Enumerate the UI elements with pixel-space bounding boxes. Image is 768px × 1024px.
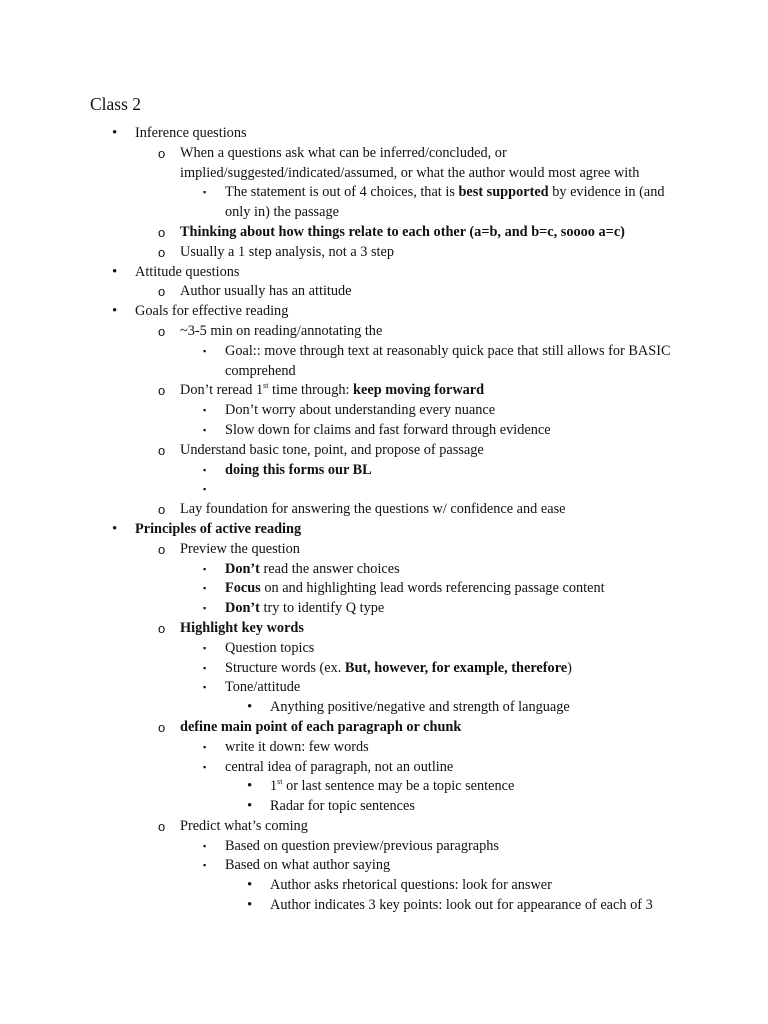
item-text	[225, 599, 768, 619]
bullet-marker: o	[158, 284, 166, 300]
bullet-marker: •	[112, 303, 118, 320]
item-text	[225, 421, 768, 441]
bullet-marker: •	[112, 520, 118, 537]
bullet-marker: ▪	[203, 761, 207, 772]
outline-item-level-2	[0, 223, 768, 243]
plain-text: Inference questions	[135, 125, 247, 141]
outline-item-level-2	[0, 243, 768, 263]
outline-item-level-3	[0, 183, 768, 223]
plain-text: Predict what’s coming	[180, 817, 308, 834]
item-text	[225, 401, 768, 421]
plain-text: Based on question preview/previous paragraphs	[225, 837, 499, 854]
bullet-marker: ▪	[203, 187, 207, 198]
item-text	[180, 322, 768, 342]
item-text	[270, 777, 768, 797]
bullet-marker: ▪	[203, 484, 207, 495]
item-text	[180, 144, 768, 184]
outline-item-level-2	[0, 381, 768, 401]
bullet-marker: ▪	[203, 642, 207, 653]
outline-item-level-3	[0, 659, 768, 679]
outline-item-level-4	[0, 698, 768, 718]
outline-item-level-2	[0, 817, 768, 837]
plain-text: Radar for topic sentences	[270, 798, 415, 815]
superscript-text: st	[263, 381, 269, 391]
outline-item-level-4	[0, 896, 768, 916]
outline-item-level-2	[0, 441, 768, 461]
outline-item-level-2	[0, 540, 768, 560]
item-text	[180, 619, 768, 639]
item-text	[180, 381, 768, 401]
bullet-marker: •	[112, 125, 118, 141]
plain-text: Preview the question	[180, 540, 300, 557]
bullet-marker: ▪	[203, 583, 207, 594]
outline-item-level-3	[0, 599, 768, 619]
item-text	[270, 698, 768, 718]
item-text	[180, 540, 768, 560]
outline-item-level-3	[0, 401, 768, 421]
bullet-marker: •	[247, 778, 253, 795]
outline-item-level-3	[0, 837, 768, 857]
plain-text: Don’t reread 1	[180, 382, 264, 399]
item-text	[225, 461, 768, 481]
item-text	[270, 896, 768, 916]
outline-item-level-1	[0, 263, 768, 283]
outline-item-level-2	[0, 500, 768, 520]
item-text	[225, 560, 768, 580]
plain-text: central idea of paragraph, not an outline	[225, 758, 454, 775]
item-text	[180, 817, 768, 837]
bold-text: Don’t	[225, 600, 260, 617]
outline-item-level-3	[0, 461, 768, 481]
item-text	[180, 223, 768, 243]
bullet-marker: o	[158, 244, 166, 260]
plain-text: )	[567, 659, 572, 676]
item-text	[180, 243, 768, 263]
plain-text: Author asks rhetorical questions: look for answer	[270, 877, 552, 894]
bullet-marker: o	[158, 541, 166, 557]
document-title: Class 2	[90, 94, 142, 114]
item-text	[180, 282, 768, 302]
outline-item-level-2	[0, 144, 768, 184]
plain-text: ~3-5 min on reading/annotating the	[180, 322, 383, 339]
outline-item-level-3	[0, 342, 768, 382]
bullet-marker: •	[112, 263, 118, 280]
bold-text: define main point of each paragraph or chunk	[180, 718, 462, 735]
item-text	[225, 659, 768, 679]
item-text	[270, 876, 768, 896]
item-text	[270, 797, 768, 817]
bullet-marker: ▪	[203, 840, 207, 851]
plain-text: read the answer choices	[259, 560, 400, 577]
plain-text: Question topics	[225, 639, 315, 656]
item-text	[225, 480, 768, 500]
item-text	[225, 758, 768, 778]
outline-item-level-4	[0, 777, 768, 797]
bullet-marker: ▪	[203, 464, 207, 475]
bullet-marker: •	[247, 798, 253, 815]
bullet-marker: ▪	[203, 741, 207, 752]
item-text	[225, 639, 768, 659]
bullet-marker: ▪	[203, 682, 207, 693]
bold-text: But, however, for example, therefore	[344, 659, 568, 676]
bold-text: Principles of active reading	[135, 520, 302, 537]
bullet-marker: ▪	[203, 860, 207, 871]
plain-text: on and highlighting lead words referencing passage content	[260, 580, 605, 597]
outline-item-level-3	[0, 560, 768, 580]
bold-text: keep moving forward	[353, 382, 485, 399]
bold-text: Highlight key words	[180, 619, 304, 636]
bullet-marker: o	[158, 502, 166, 518]
bullet-marker: o	[158, 442, 166, 458]
item-text	[225, 837, 768, 857]
plain-text: Slow down for claims and fast forward through evidence	[225, 421, 551, 438]
outline-item-level-3	[0, 758, 768, 778]
plain-text: Usually a 1 step analysis, not a 3 step	[180, 243, 395, 260]
bullet-marker: o	[158, 620, 166, 636]
plain-text: Don’t worry about understanding every nuance	[225, 402, 496, 419]
item-text	[225, 342, 768, 382]
bullet-marker: o	[158, 818, 166, 834]
outline-item-level-3	[0, 856, 768, 876]
bullet-marker: o	[158, 719, 166, 735]
plain-text: 1	[270, 778, 278, 795]
plain-text: Author usually has an attitude	[180, 283, 352, 300]
bullet-marker: •	[247, 877, 253, 894]
plain-text: Lay foundation for answering the questions w/ confidence and ease	[180, 501, 566, 518]
plain-text: Structure words (ex.	[225, 659, 345, 676]
item-text	[135, 263, 768, 283]
bullet-marker: ▪	[203, 405, 207, 416]
bullet-marker: o	[158, 383, 166, 399]
plain-text: Attitude questions	[135, 263, 240, 280]
outline-list	[0, 124, 768, 916]
outline-item-level-1	[0, 124, 768, 144]
outline-item-level-1	[0, 302, 768, 322]
plain-text: try to identify Q type	[259, 600, 385, 617]
bold-text: Thinking about how things relate to each other (a=b, and b=c, soooo a=c)	[180, 223, 625, 240]
plain-text: Based on what author saying	[225, 857, 391, 874]
bullet-marker: o	[158, 323, 166, 339]
outline-item-level-2	[0, 282, 768, 302]
item-text	[225, 183, 768, 223]
item-text	[225, 856, 768, 876]
outline-item-level-3	[0, 480, 768, 500]
bold-text: Focus	[225, 580, 261, 597]
plain-text: write it down: few words	[225, 738, 369, 755]
plain-text: time through:	[268, 382, 354, 399]
plain-text: Author indicates 3 key points: look out for appearance of each of 3	[270, 897, 653, 914]
outline-item-level-3	[0, 738, 768, 758]
plain-text: Goal:: move through text at reasonably quick pace that still allows for BASIC comprehend	[225, 342, 671, 379]
bullet-marker: ▪	[203, 345, 207, 356]
item-text	[225, 678, 768, 698]
item-text	[135, 520, 768, 540]
bullet-marker: o	[158, 145, 166, 161]
bold-text: Don’t	[225, 560, 260, 577]
bold-text: doing this forms our BL	[225, 461, 372, 478]
item-text	[225, 738, 768, 758]
plain-text: Anything positive/negative and strength of language	[270, 699, 570, 716]
outline-item-level-4	[0, 797, 768, 817]
bullet-marker: ▪	[203, 563, 207, 574]
bullet-marker: o	[158, 224, 166, 240]
outline-item-level-3	[0, 421, 768, 441]
outline-item-level-3	[0, 639, 768, 659]
bold-text: best supported	[458, 184, 549, 201]
bullet-marker: •	[247, 897, 253, 914]
item-text	[135, 302, 768, 322]
outline-item-level-1	[0, 520, 768, 540]
bullet-marker: ▪	[203, 662, 207, 673]
item-text	[225, 579, 768, 599]
outline-item-level-3	[0, 678, 768, 698]
plain-text: The statement is out of 4 choices, that is	[225, 184, 459, 201]
item-text	[180, 500, 768, 520]
outline-item-level-2	[0, 718, 768, 738]
plain-text: When a questions ask what can be inferred/concluded, or implied/suggested/indicated/assumed, or what the author would most agree with	[180, 144, 640, 181]
bullet-marker: ▪	[203, 424, 207, 435]
outline-item-level-3	[0, 579, 768, 599]
item-text	[180, 441, 768, 461]
plain-text: Understand basic tone, point, and propose of passage	[180, 441, 484, 458]
plain-text: Goals for effective reading	[135, 303, 289, 320]
bullet-marker: ▪	[203, 603, 207, 614]
bullet-marker: •	[247, 699, 253, 716]
plain-text: by evidence in (and only in) the passage	[225, 184, 665, 221]
plain-text: or last sentence may be a topic sentence	[282, 778, 515, 795]
outline-item-level-4	[0, 876, 768, 896]
outline-item-level-2	[0, 322, 768, 342]
superscript-text: st	[277, 777, 283, 787]
item-text	[180, 718, 768, 738]
plain-text: Tone/attitude	[225, 679, 301, 696]
outline-item-level-2	[0, 619, 768, 639]
item-text	[135, 124, 768, 144]
